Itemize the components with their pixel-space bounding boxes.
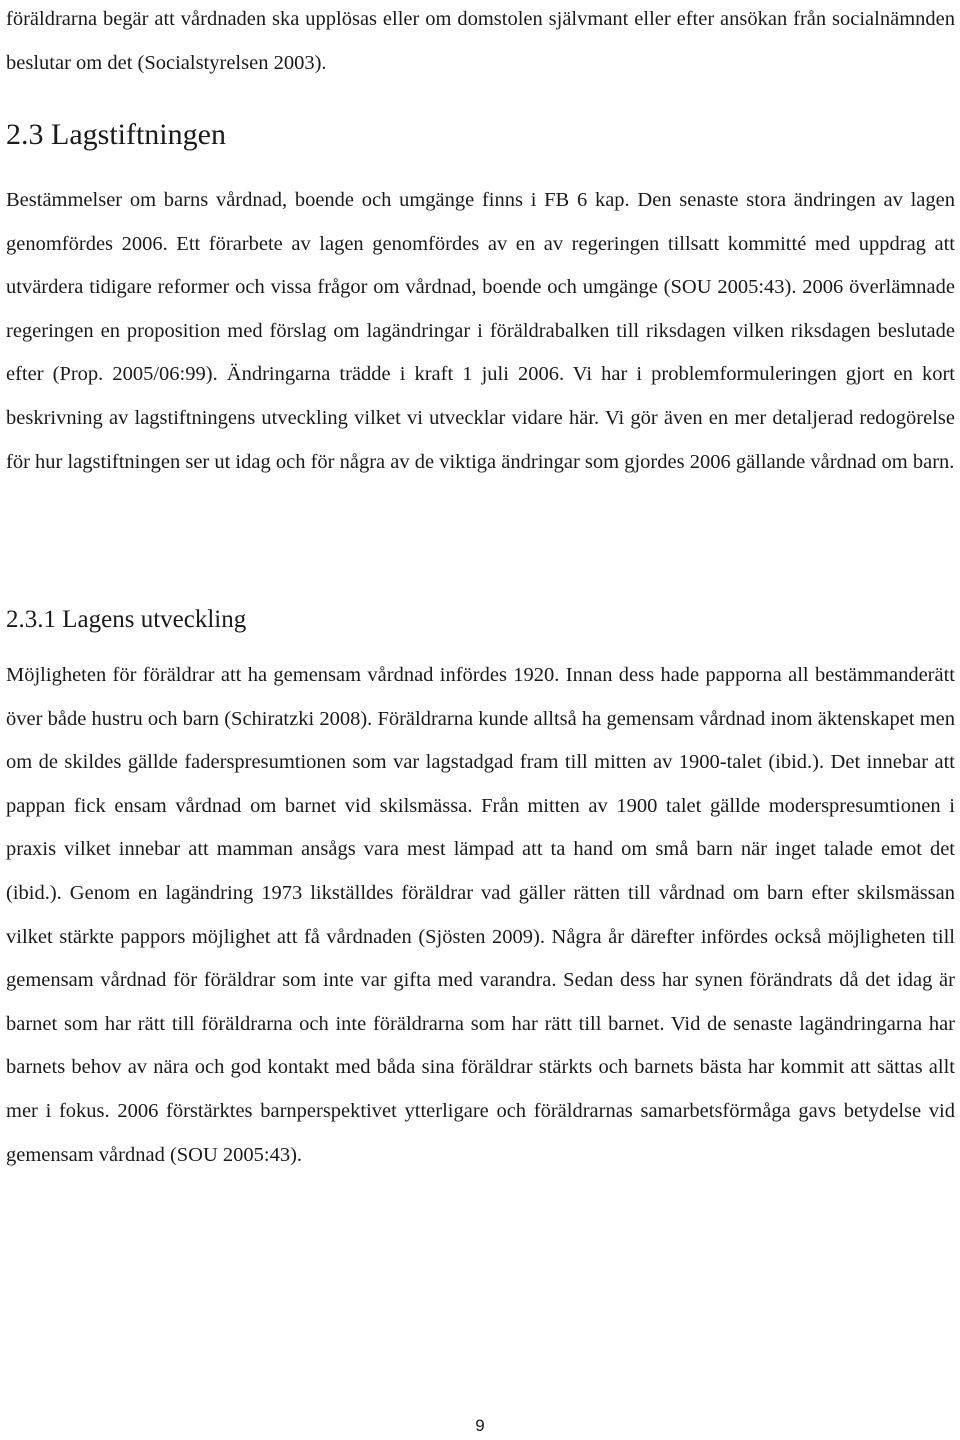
intro-paragraph: föräldrarna begär att vårdnaden ska upplösas eller om domstolen självmant eller efter ansökan från socialnämnden beslutar om det (Socialstyrelsen 2003). bbox=[6, 8, 955, 74]
section-heading: 2.3 Lagstiftningen bbox=[6, 118, 226, 151]
subsection-paragraph: Möjligheten för föräldrar att ha gemensam vårdnad infördes 1920. Innan dess hade papporna all bestämmanderätt över både hustru och barn (Schiratzki 2008). Föräldrarna kunde alltså ha gemensam vårdnad inom äktenskapet men om de skildes gällde faderspresumtionen som var lagstadgad fram till mitten av 1900-talet (ibid.). Det innebar att pappan fick ensam vårdnad om barnet vid skilsmässa. Från mitten av 1900 talet gällde moderspresumtionen i praxis vilket innebar att mamman ansågs vara mest lämpad att ta hand om små barn när inget talade emot det (ibid.). Genom en lagändring 1973 likställdes föräldrar vad gäller rätten till vårdnad om barn efter skilsmässan vilket stärkte pappors möjlighet att få vårdnaden (Sjösten 2009). Några år därefter infördes också möjligheten till gemensam vårdnad för föräldrar som inte var gifta med varandra. Sedan dess har synen förändrats då det idag är barnet som har rätt till föräldrarna och inte föräldrarna som har rätt till barnet. Vid de senaste lagändringarna har barnets behov av nära och god kontakt med båda sina föräldrar stärkts och barnets bästa har kommit att sättas allt mer i fokus. 2006 förstärktes barnperspektivet ytterligare och föräldrarnas samarbetsförmåga gavs betydelse vid gemensam vårdnad (SOU 2005:43). bbox=[6, 664, 955, 1166]
section-paragraph: Bestämmelser om barns vårdnad, boende och umgänge finns i FB 6 kap. Den senaste stora ändringen av lagen genomfördes 2006. Ett förarbete av lagen genomfördes av en av regeringen tillsatt kommitté med uppdrag att utvärdera tidigare reformer och vissa frågor om vårdnad, boende och umgänge (SOU 2005:43). 2006 överlämnade regeringen en proposition med förslag om lagändringar i föräldrabalken till riksdagen vilken riksdagen beslutade efter (Prop. 2005/06:99). Ändringarna trädde i kraft 1 juli 2006. Vi har i problemformuleringen gjort en kort beskrivning av lagstiftningens utveckling vilket vi utvecklar vidare här. Vi gör även en mer detaljerad redogörelse för hur lagstiftningen ser ut idag och för några av de viktiga ändringar som gjordes 2006 gällande vårdnad om barn. bbox=[6, 189, 955, 473]
page-number: 9 bbox=[475, 1416, 485, 1435]
subsection-heading: 2.3.1 Lagens utveckling bbox=[6, 606, 247, 633]
